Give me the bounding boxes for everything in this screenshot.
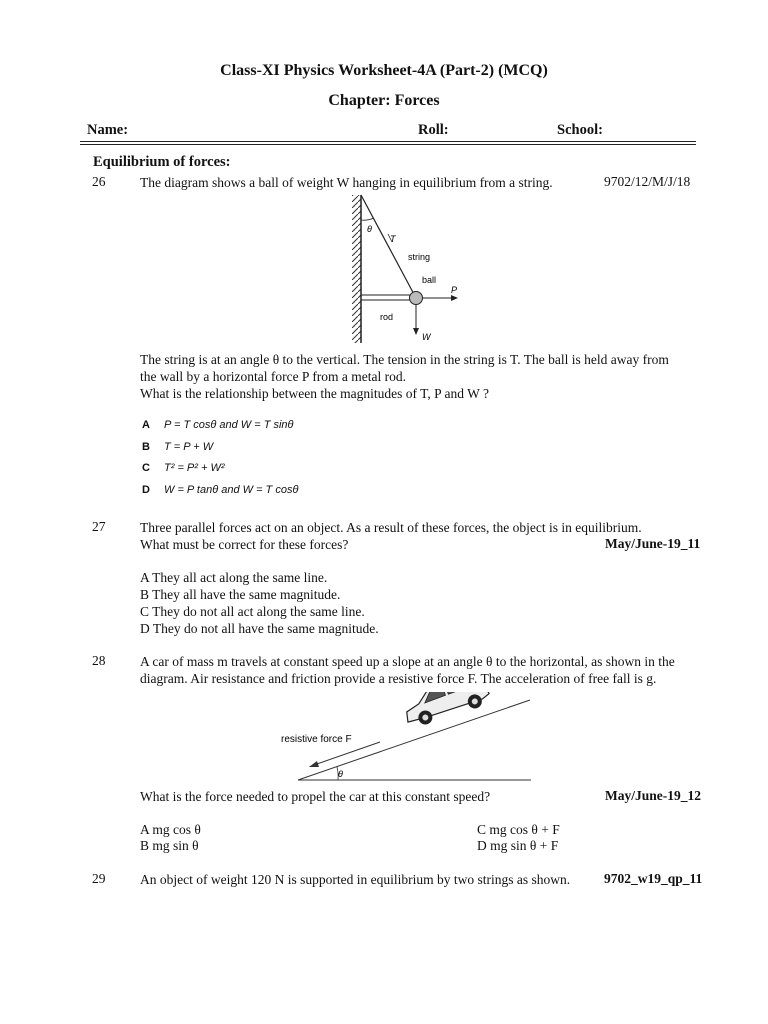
string-label: string (408, 252, 431, 262)
question-28-line-2: diagram. Air resistance and friction provide a resistive force F. The acceleration of free fall is g. (140, 671, 657, 686)
ball-on-string-diagram (340, 190, 480, 350)
question-27-line-1: Three parallel forces act on an object. As a result of these forces, the object is in equilibrium. (140, 520, 642, 535)
ball-label: ball (422, 275, 437, 285)
question-number-27: 27 (92, 519, 106, 534)
question-26-text: The diagram shows a ball of weight W hanging in equilibrium from a string. (140, 175, 553, 190)
rod-label: rod (380, 312, 394, 322)
worksheet-title: Class-XI Physics Worksheet-4A (Part-2) (MCQ) (220, 62, 548, 79)
question-number-29: 29 (92, 871, 106, 886)
force-p-arrowhead (451, 295, 458, 301)
header-rule-top (80, 141, 696, 142)
q28-option-a[interactable]: A mg cos θ (140, 822, 201, 837)
car-on-slope-diagram (276, 692, 536, 786)
section-title: Equilibrium of forces: (93, 154, 231, 170)
slope-theta-label: θ (338, 769, 343, 779)
question-26-reference: 9702/12/M/J/18 (604, 174, 691, 189)
question-28-reference: May/June-19_12 (605, 788, 701, 803)
q28-option-b[interactable]: B mg sin θ (140, 838, 199, 853)
question-26-text-line-2: the wall by a horizontal force P from a metal rod. (140, 369, 407, 384)
q28-option-c[interactable]: C mg cos θ + F (477, 822, 560, 837)
theta-label: θ (367, 224, 372, 234)
ball (410, 292, 423, 305)
q28-option-d[interactable]: D mg sin θ + F (477, 838, 559, 853)
wall-hatching (352, 195, 361, 343)
q27-option-a[interactable]: A They all act along the same line. (140, 570, 328, 585)
q27-option-d[interactable]: D They do not all have the same magnitude. (140, 621, 379, 636)
question-28-question: What is the force needed to propel the car at this constant speed? (140, 789, 491, 804)
chapter-title: Chapter: Forces (328, 92, 440, 109)
school-label: School: (557, 122, 603, 138)
resistive-force-label: resistive force F (281, 734, 352, 745)
string-line (361, 195, 416, 298)
q27-option-c[interactable]: C They do not all act along the same line. (140, 604, 365, 619)
roll-label: Roll: (418, 122, 449, 138)
weight-arrowhead (413, 328, 419, 335)
q26-option-c[interactable]: C T² = P² + W² (142, 462, 225, 474)
resistive-force-arrowhead (309, 761, 319, 767)
question-29-text: An object of weight 120 N is supported in equilibrium by two strings as shown. (140, 872, 571, 887)
q26-option-a[interactable]: A P = T cosθ and W = T sinθ (142, 419, 294, 431)
q26-option-d[interactable]: D W = P tanθ and W = T cosθ (142, 484, 299, 496)
question-29-reference: 9702_w19_qp_11 (604, 871, 703, 886)
name-label: Name: (87, 122, 129, 138)
force-p-label: P (451, 285, 458, 295)
question-number-28: 28 (92, 653, 106, 668)
question-27-line-2: What must be correct for these forces? (140, 537, 349, 552)
car-icon (400, 692, 492, 730)
resistive-force-arrow (314, 742, 380, 765)
question-28-line-1: A car of mass m travels at constant speed up a slope at an angle θ to the horizontal, as shown in the (140, 654, 675, 669)
q26-option-b[interactable]: B T = P + W (142, 441, 214, 453)
question-26-text-line-1: The string is at an angle θ to the vertical. The tension in the string is T. The ball is held away from (140, 352, 669, 367)
tension-label: T (390, 234, 396, 244)
angle-arc (361, 218, 374, 220)
question-number-26: 26 (92, 174, 106, 189)
question-27-reference: May/June-19_11 (605, 536, 701, 551)
weight-label: W (422, 332, 431, 342)
q27-option-b[interactable]: B They all have the same magnitude. (140, 587, 341, 602)
question-26-question: What is the relationship between the magnitudes of T, P and W ? (140, 386, 490, 401)
header-rule-bottom (80, 144, 696, 145)
